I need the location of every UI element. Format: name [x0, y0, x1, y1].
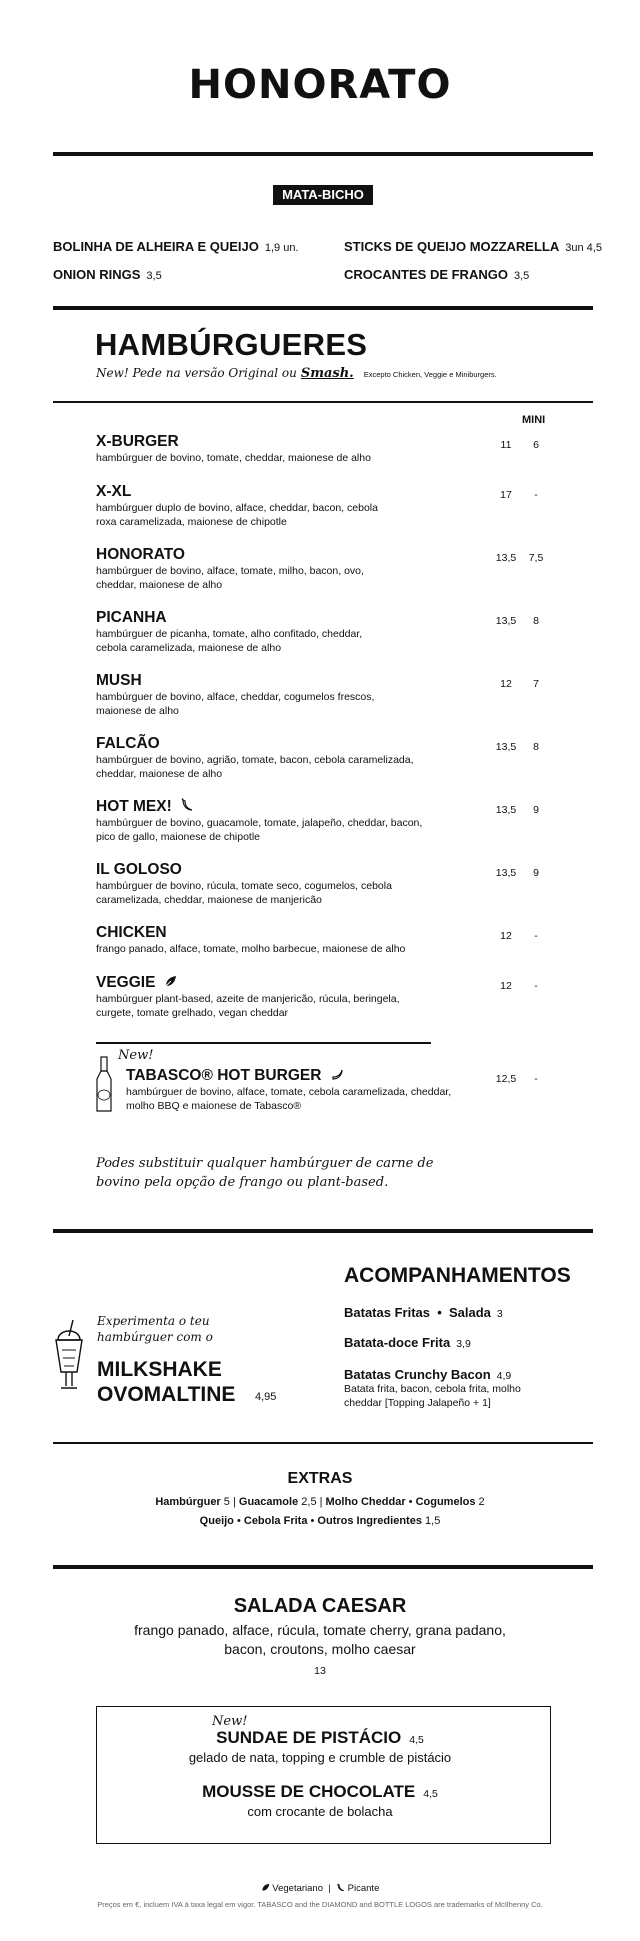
item-price: 12 [500, 980, 512, 992]
new-badge: New! [118, 1048, 154, 1063]
fine-print: Preços em €, incluem IVA à taxa legal em vigor. TABASCO and the DIAMOND and BOTTLE LOGOS are trademarks of McIlhenny Co. [97, 1900, 543, 1909]
milkshake-name: MILKSHAKE OVOMALTINE [97, 1358, 236, 1406]
desserts-box [96, 1706, 551, 1844]
item-price: 12,5 [495, 1073, 517, 1085]
caesar-title: SALADA CAESAR [233, 1595, 407, 1617]
item-mini-price: 6 [533, 439, 539, 451]
menu-item: IL GOLOSO hambúrguer de bovino, rúcula, tomate seco, cogumelos, cebola caramelizada, cheddar, maionese de manjericão [96, 861, 392, 906]
starter-item: BOLINHA DE ALHEIRA E QUEIJO 1,9 un. [53, 239, 299, 254]
item-price: 17 [500, 489, 512, 501]
tabasco-bottle-icon [92, 1055, 116, 1115]
menu-item: FALCÃO hambúrguer de bovino, agrião, tomate, bacon, cebola caramelizada, cheddar, maionese de alho [96, 735, 414, 780]
item-mini-price: - [534, 1073, 538, 1085]
extras-line: Hambúrguer 5 | Guacamole 2,5 | Molho Cheddar • Cogumelos 2 [155, 1496, 485, 1508]
item-mini-price: 8 [533, 741, 539, 753]
menu-item: CHICKEN frango panado, alface, tomate, molho barbecue, maionese de alho [96, 924, 406, 955]
menu-item: MUSH hambúrguer de bovino, alface, cheddar, cogumelos frescos, maionese de alho [96, 672, 375, 717]
item-mini-price: 9 [533, 804, 539, 816]
item-price: 12 [500, 678, 512, 690]
divider [96, 1042, 431, 1044]
milkshake-icon [53, 1318, 85, 1394]
item-mini-price: 8 [533, 615, 539, 627]
item-price: 11 [500, 439, 512, 451]
divider [53, 306, 593, 310]
menu-item: X-BURGER hambúrguer de bovino, tomate, cheddar, maionese de alho [96, 433, 371, 464]
legend: Vegetariano | Picante [0, 1883, 640, 1894]
item-mini-price: 7 [533, 678, 539, 690]
menu-item: HONORATO hambúrguer de bovino, alface, tomate, milho, bacon, ovo, cheddar, maionese de alho [96, 546, 364, 591]
extras-line: Queijo • Cebola Frita • Outros Ingredientes 1,5 [199, 1515, 441, 1527]
starter-item: ONION RINGS 3,5 [53, 267, 162, 282]
item-mini-price: - [534, 980, 538, 992]
brand-logo: HONORATO [188, 62, 452, 108]
item-price: 13,5 [495, 552, 517, 564]
leaf-icon [164, 975, 177, 988]
item-mini-price: 9 [533, 867, 539, 879]
divider [53, 1442, 593, 1444]
burgers-title: HAMBÚRGUERES [95, 327, 368, 362]
dessert-name: SUNDAE DE PISTÁCIO 4,5 [216, 1728, 424, 1747]
extras-title: EXTRAS [287, 1470, 353, 1487]
divider [53, 401, 593, 403]
caesar-desc: frango panado, alface, rúcula, tomate cherry, grana padano, bacon, croutons, molho caesar [134, 1622, 506, 1657]
divider [53, 1229, 593, 1233]
item-price: 13,5 [495, 804, 517, 816]
divider [53, 152, 593, 156]
side-item: Batatas Fritas • Salada 3 [344, 1305, 503, 1320]
item-mini-price: 7,5 [528, 552, 544, 564]
item-price: 13,5 [495, 741, 517, 753]
item-price: 12 [500, 930, 512, 942]
leaf-icon [261, 1883, 270, 1892]
divider [53, 1565, 593, 1569]
side-item: Batatas Crunchy Bacon 4,9 [344, 1367, 512, 1382]
chili-icon [330, 1067, 344, 1081]
menu-item: VEGGIE hambúrguer plant-based, azeite de manjericão, rúcula, beringela, curgete, tomate grelhado, vegan cheddar [96, 974, 400, 1019]
item-mini-price: - [534, 930, 538, 942]
substitution-note: Podes substituir qualquer hambúrguer de carne de bovino pela opção de frango ou plant-based. [96, 1156, 434, 1190]
mini-column-header: MINI [522, 414, 546, 426]
menu-item: TABASCO® HOT BURGER hambúrguer de bovino, alface, tomate, cebola caramelizada, cheddar, molho BBQ e maionese de Tabasco® [126, 1067, 452, 1112]
dessert-name: MOUSSE DE CHOCOLATE 4,5 [202, 1782, 438, 1801]
item-mini-price: - [534, 489, 538, 501]
burgers-subtitle: New! Pede na versão Original ou Smash. Excepto Chicken, Veggie e Miniburgers. [96, 366, 497, 381]
caesar-price: 13 [314, 1665, 326, 1677]
side-item-desc: Batata frita, bacon, cebola frita, molho cheddar [Topping Jalapeño + 1] [344, 1383, 521, 1409]
menu-item: HOT MEX! hambúrguer de bovino, guacamole, tomate, jalapeño, cheddar, bacon, pico de gallo, maionese de chipotle [96, 798, 423, 843]
starter-item: CROCANTES DE FRANGO 3,5 [344, 267, 530, 282]
new-badge: New! [212, 1714, 248, 1729]
section-badge: MATA-BICHO [273, 185, 373, 205]
item-price: 13,5 [495, 867, 517, 879]
dessert-desc: gelado de nata, topping e crumble de pistácio [188, 1750, 452, 1765]
chili-icon [180, 798, 194, 812]
chili-icon [336, 1883, 345, 1892]
side-item: Batata-doce Frita 3,9 [344, 1335, 471, 1350]
starter-item: STICKS DE QUEIJO MOZZARELLA 3un 4,5 [344, 239, 602, 254]
sides-title: ACOMPANHAMENTOS [344, 1264, 571, 1287]
item-price: 13,5 [495, 615, 517, 627]
menu-item: PICANHA hambúrguer de picanha, tomate, alho confitado, cheddar, cebola caramelizada, maionese de alho [96, 609, 363, 654]
milkshake-intro: Experimenta o teu hambúrguer com o [97, 1314, 213, 1344]
dessert-desc: com crocante de bolacha [247, 1804, 393, 1819]
milkshake-price: 4,95 [255, 1391, 277, 1403]
menu-item: X-XL hambúrguer duplo de bovino, alface, cheddar, bacon, cebola roxa caramelizada, maionese de chipotle [96, 483, 378, 528]
